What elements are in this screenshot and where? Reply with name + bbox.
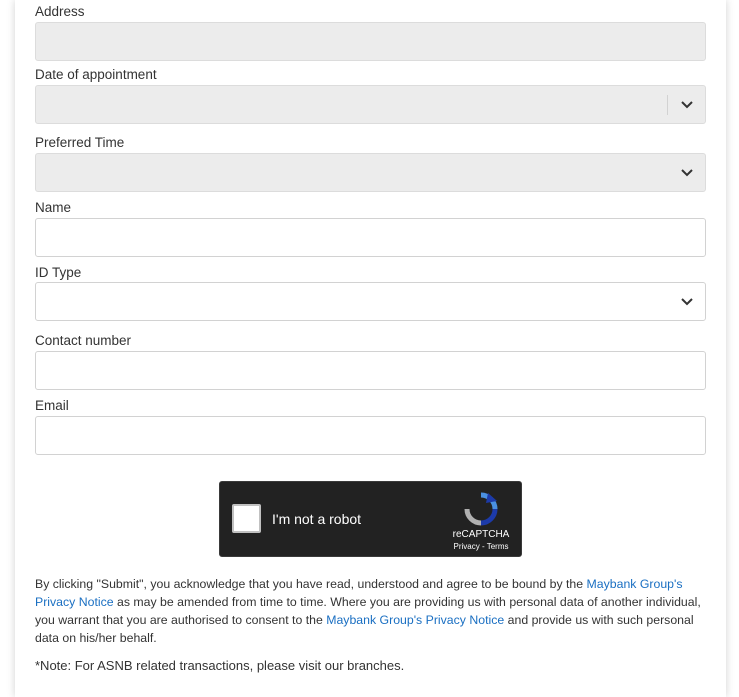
address-field — [35, 22, 706, 61]
preferred-time-label: Preferred Time — [35, 135, 125, 150]
chevron-down-icon — [680, 99, 694, 111]
id-type-label: ID Type — [35, 265, 82, 280]
recaptcha-privacy-link[interactable]: Privacy — [453, 542, 480, 551]
date-of-appointment-label: Date of appointment — [35, 67, 157, 82]
recaptcha-checkbox[interactable] — [232, 504, 261, 533]
consent-part-1: By clicking "Submit", you acknowledge that you have read, understood and agree to be bound by the — [35, 577, 587, 591]
recaptcha-widget — [219, 481, 522, 557]
recaptcha-links — [446, 542, 516, 551]
recaptcha-dash: - — [479, 542, 487, 551]
privacy-notice-link-1[interactable]: Maybank Group's Privacy Notice — [35, 577, 683, 609]
email-input[interactable] — [36, 417, 705, 454]
contact-number-field[interactable] — [35, 351, 706, 390]
chevron-down-icon — [680, 167, 694, 179]
id-type-select[interactable] — [35, 282, 706, 321]
email-field[interactable] — [35, 416, 706, 455]
recaptcha-terms-link[interactable]: Terms — [486, 542, 509, 551]
select-separator — [667, 95, 668, 115]
name-input[interactable] — [36, 219, 705, 256]
email-label: Email — [35, 398, 69, 413]
date-of-appointment-select — [35, 85, 706, 124]
privacy-notice-link-2[interactable]: Maybank Group's Privacy Notice — [326, 613, 505, 627]
recaptcha-label: I'm not a robot — [272, 511, 362, 527]
chevron-down-icon — [680, 296, 694, 308]
address-input — [36, 23, 705, 60]
consent-part-2: as may be amended from time to time. Where you are providing us with personal data of another individual, you warrant that you are authorised to consent to the — [35, 595, 701, 627]
consent-part-3: and provide us with such personal data on his/her behalf. — [35, 613, 694, 645]
recaptcha-logo-icon — [464, 492, 498, 526]
consent-text — [35, 575, 707, 647]
name-field[interactable] — [35, 218, 706, 257]
address-label: Address — [35, 4, 85, 19]
asnb-note: *Note: For ASNB related transactions, please visit our branches. — [35, 658, 405, 673]
recaptcha-brand: reCAPTCHA — [452, 529, 510, 540]
contact-number-label: Contact number — [35, 333, 132, 348]
contact-number-input[interactable] — [36, 352, 705, 389]
preferred-time-select — [35, 153, 706, 192]
name-label: Name — [35, 200, 72, 215]
